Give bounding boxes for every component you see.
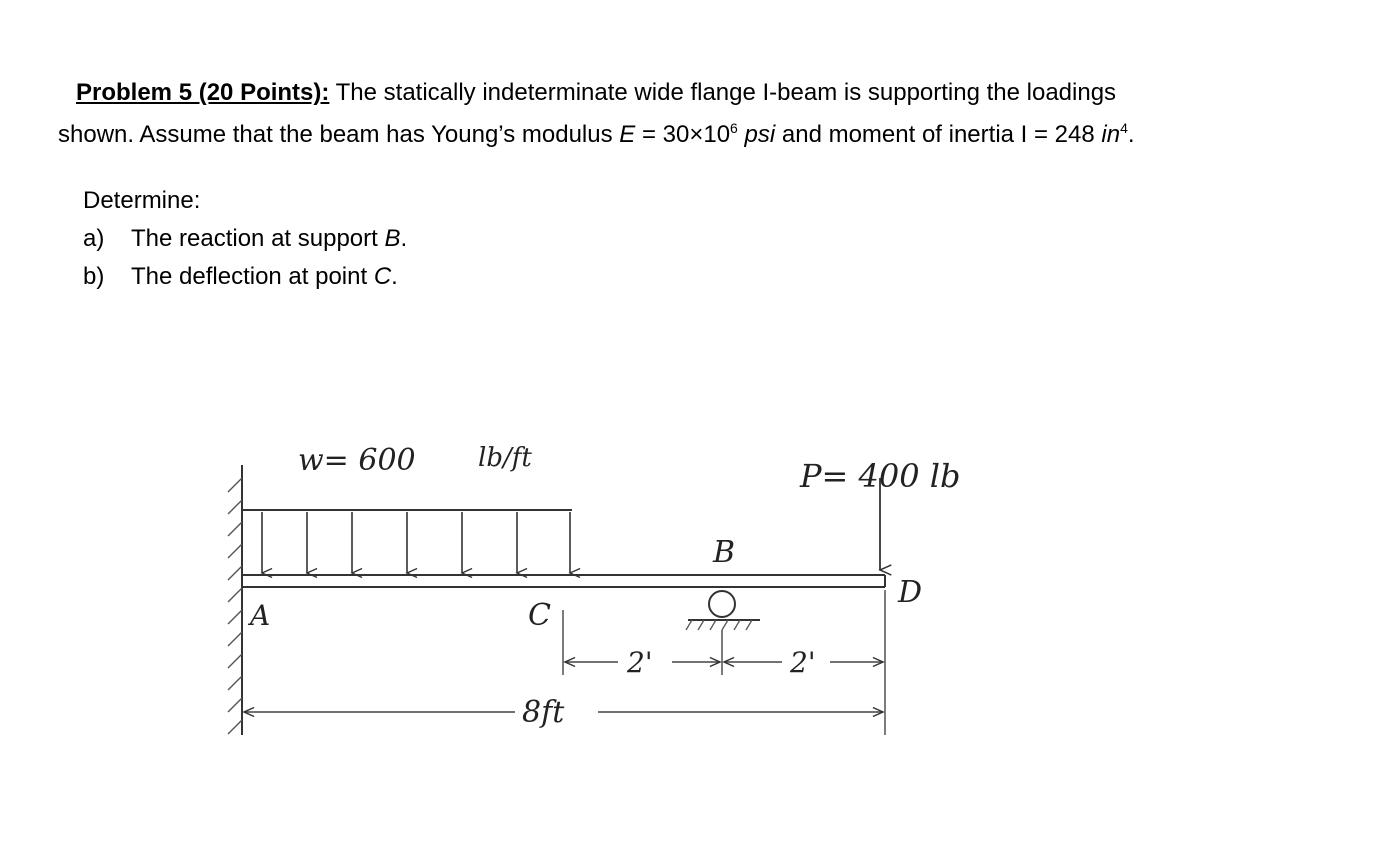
item-end: . (400, 225, 408, 252)
inertia-exponent: 4 (1120, 120, 1128, 136)
dim-bd-label: 2' (790, 646, 816, 679)
determine-title: Determine: (83, 187, 201, 214)
problem-text-2a: shown. Assume that the beam has Young’s modulus (58, 121, 620, 148)
distributed-load (242, 510, 572, 573)
inertia-unit: in (1101, 121, 1121, 148)
problem-text-1: The statically indeterminate wide flange I-beam is supporting the loadings (329, 79, 1117, 106)
item-point: C (373, 263, 392, 290)
dim-cb-label: 2' (627, 646, 653, 679)
youngs-modulus-exponent: 6 (730, 120, 738, 136)
load-w-label: w= 600 (298, 443, 416, 478)
youngs-modulus-symbol: E (619, 121, 636, 148)
load-w-unit: lb/ft (478, 443, 532, 473)
load-p-label: P= 400 lb (800, 457, 961, 495)
item-marker: b) (83, 263, 105, 290)
fixed-wall-support (228, 465, 242, 735)
item-end: . (391, 263, 398, 290)
item-text: The deflection at point (131, 263, 374, 290)
item-point: B (384, 225, 401, 252)
point-b-label: B (713, 535, 736, 570)
problem-heading: Problem 5 (20 Points): (76, 79, 330, 106)
problem-text-2b: and moment of inertia I = 248 (775, 121, 1102, 148)
roller-support-b (686, 591, 760, 630)
point-d-label: D (898, 575, 923, 610)
point-c-label: C (528, 598, 551, 633)
youngs-modulus-value: = 30×10 (635, 121, 731, 148)
item-text: The reaction at support (131, 225, 385, 252)
point-a-label: A (250, 599, 271, 632)
dim-total-label: 8ft (522, 695, 565, 730)
youngs-modulus-unit: psi (744, 121, 776, 148)
problem-end: . (1127, 121, 1135, 148)
item-marker: a) (83, 225, 105, 252)
beam (242, 575, 885, 587)
